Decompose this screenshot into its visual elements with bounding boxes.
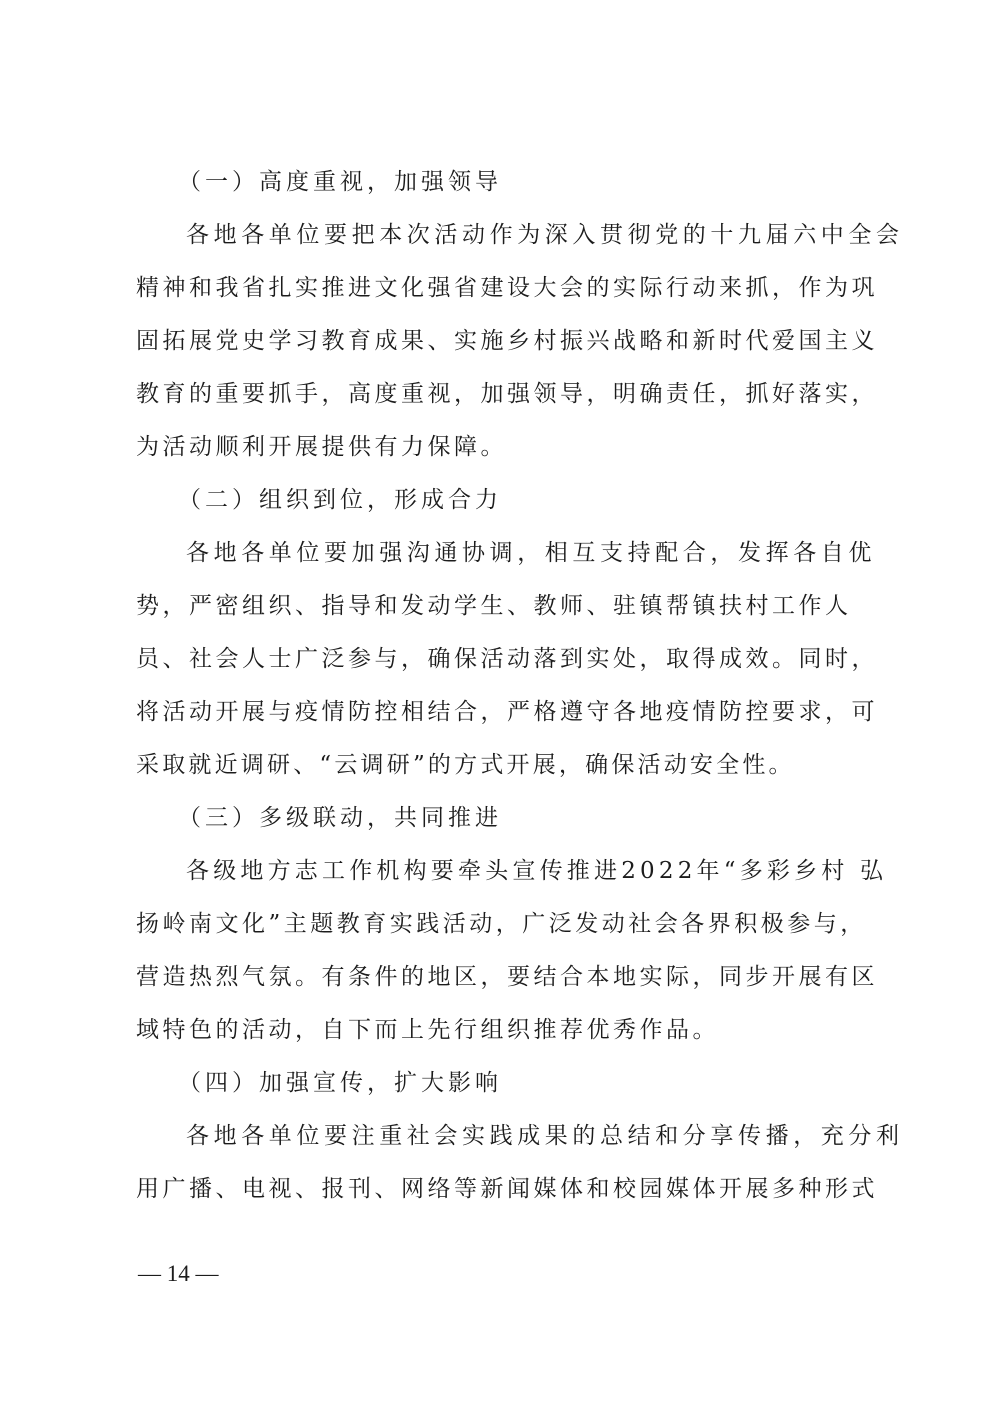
body-line: 域特色的活动，自下而上先行组织推荐优秀作品。 — [136, 1017, 719, 1043]
section-heading-3: （三）多级联动，共同推进 — [178, 805, 502, 831]
section-heading-4: （四）加强宣传，扩大影响 — [178, 1070, 502, 1096]
body-line: 精神和我省扎实推进文化强省建设大会的实际行动来抓，作为巩 — [136, 275, 878, 301]
body-line: 势，严密组织、指导和发动学生、教师、驻镇帮镇扶村工作人 — [136, 593, 852, 619]
body-line: 扬岭南文化”主题教育实践活动，广泛发动社会各界积极参与， — [136, 911, 867, 937]
section-heading-2: （二）组织到位，形成合力 — [178, 487, 502, 513]
body-line: 各级地方志工作机构要牵头宣传推进2022年“多彩乡村 弘 — [186, 858, 888, 884]
section-heading-1: （一）高度重视，加强领导 — [178, 169, 502, 195]
body-line: 固拓展党史学习教育成果、实施乡村振兴战略和新时代爱国主义 — [136, 328, 878, 354]
page-number: — 14 — — [138, 1261, 219, 1286]
body-line: 各地各单位要把本次活动作为深入贯彻党的十九届六中全会 — [186, 222, 904, 248]
body-line: 教育的重要抓手，高度重视，加强领导，明确责任，抓好落实， — [136, 381, 878, 407]
body-line: 采取就近调研、“云调研”的方式开展，确保活动安全性。 — [136, 752, 795, 778]
body-line: 营造热烈气氛。有条件的地区，要结合本地实际，同步开展有区 — [136, 964, 878, 990]
body-line: 各地各单位要加强沟通协调，相互支持配合，发挥各自优 — [186, 540, 876, 566]
body-line: 为活动顺利开展提供有力保障。 — [136, 434, 507, 460]
body-line: 各地各单位要注重社会实践成果的总结和分享传播，充分利 — [186, 1123, 904, 1149]
body-line: 将活动开展与疫情防控相结合，严格遵守各地疫情防控要求，可 — [136, 699, 878, 725]
body-line: 用广播、电视、报刊、网络等新闻媒体和校园媒体开展多种形式 — [136, 1176, 878, 1202]
body-line: 员、社会人士广泛参与，确保活动落到实处，取得成效。同时， — [136, 646, 878, 672]
